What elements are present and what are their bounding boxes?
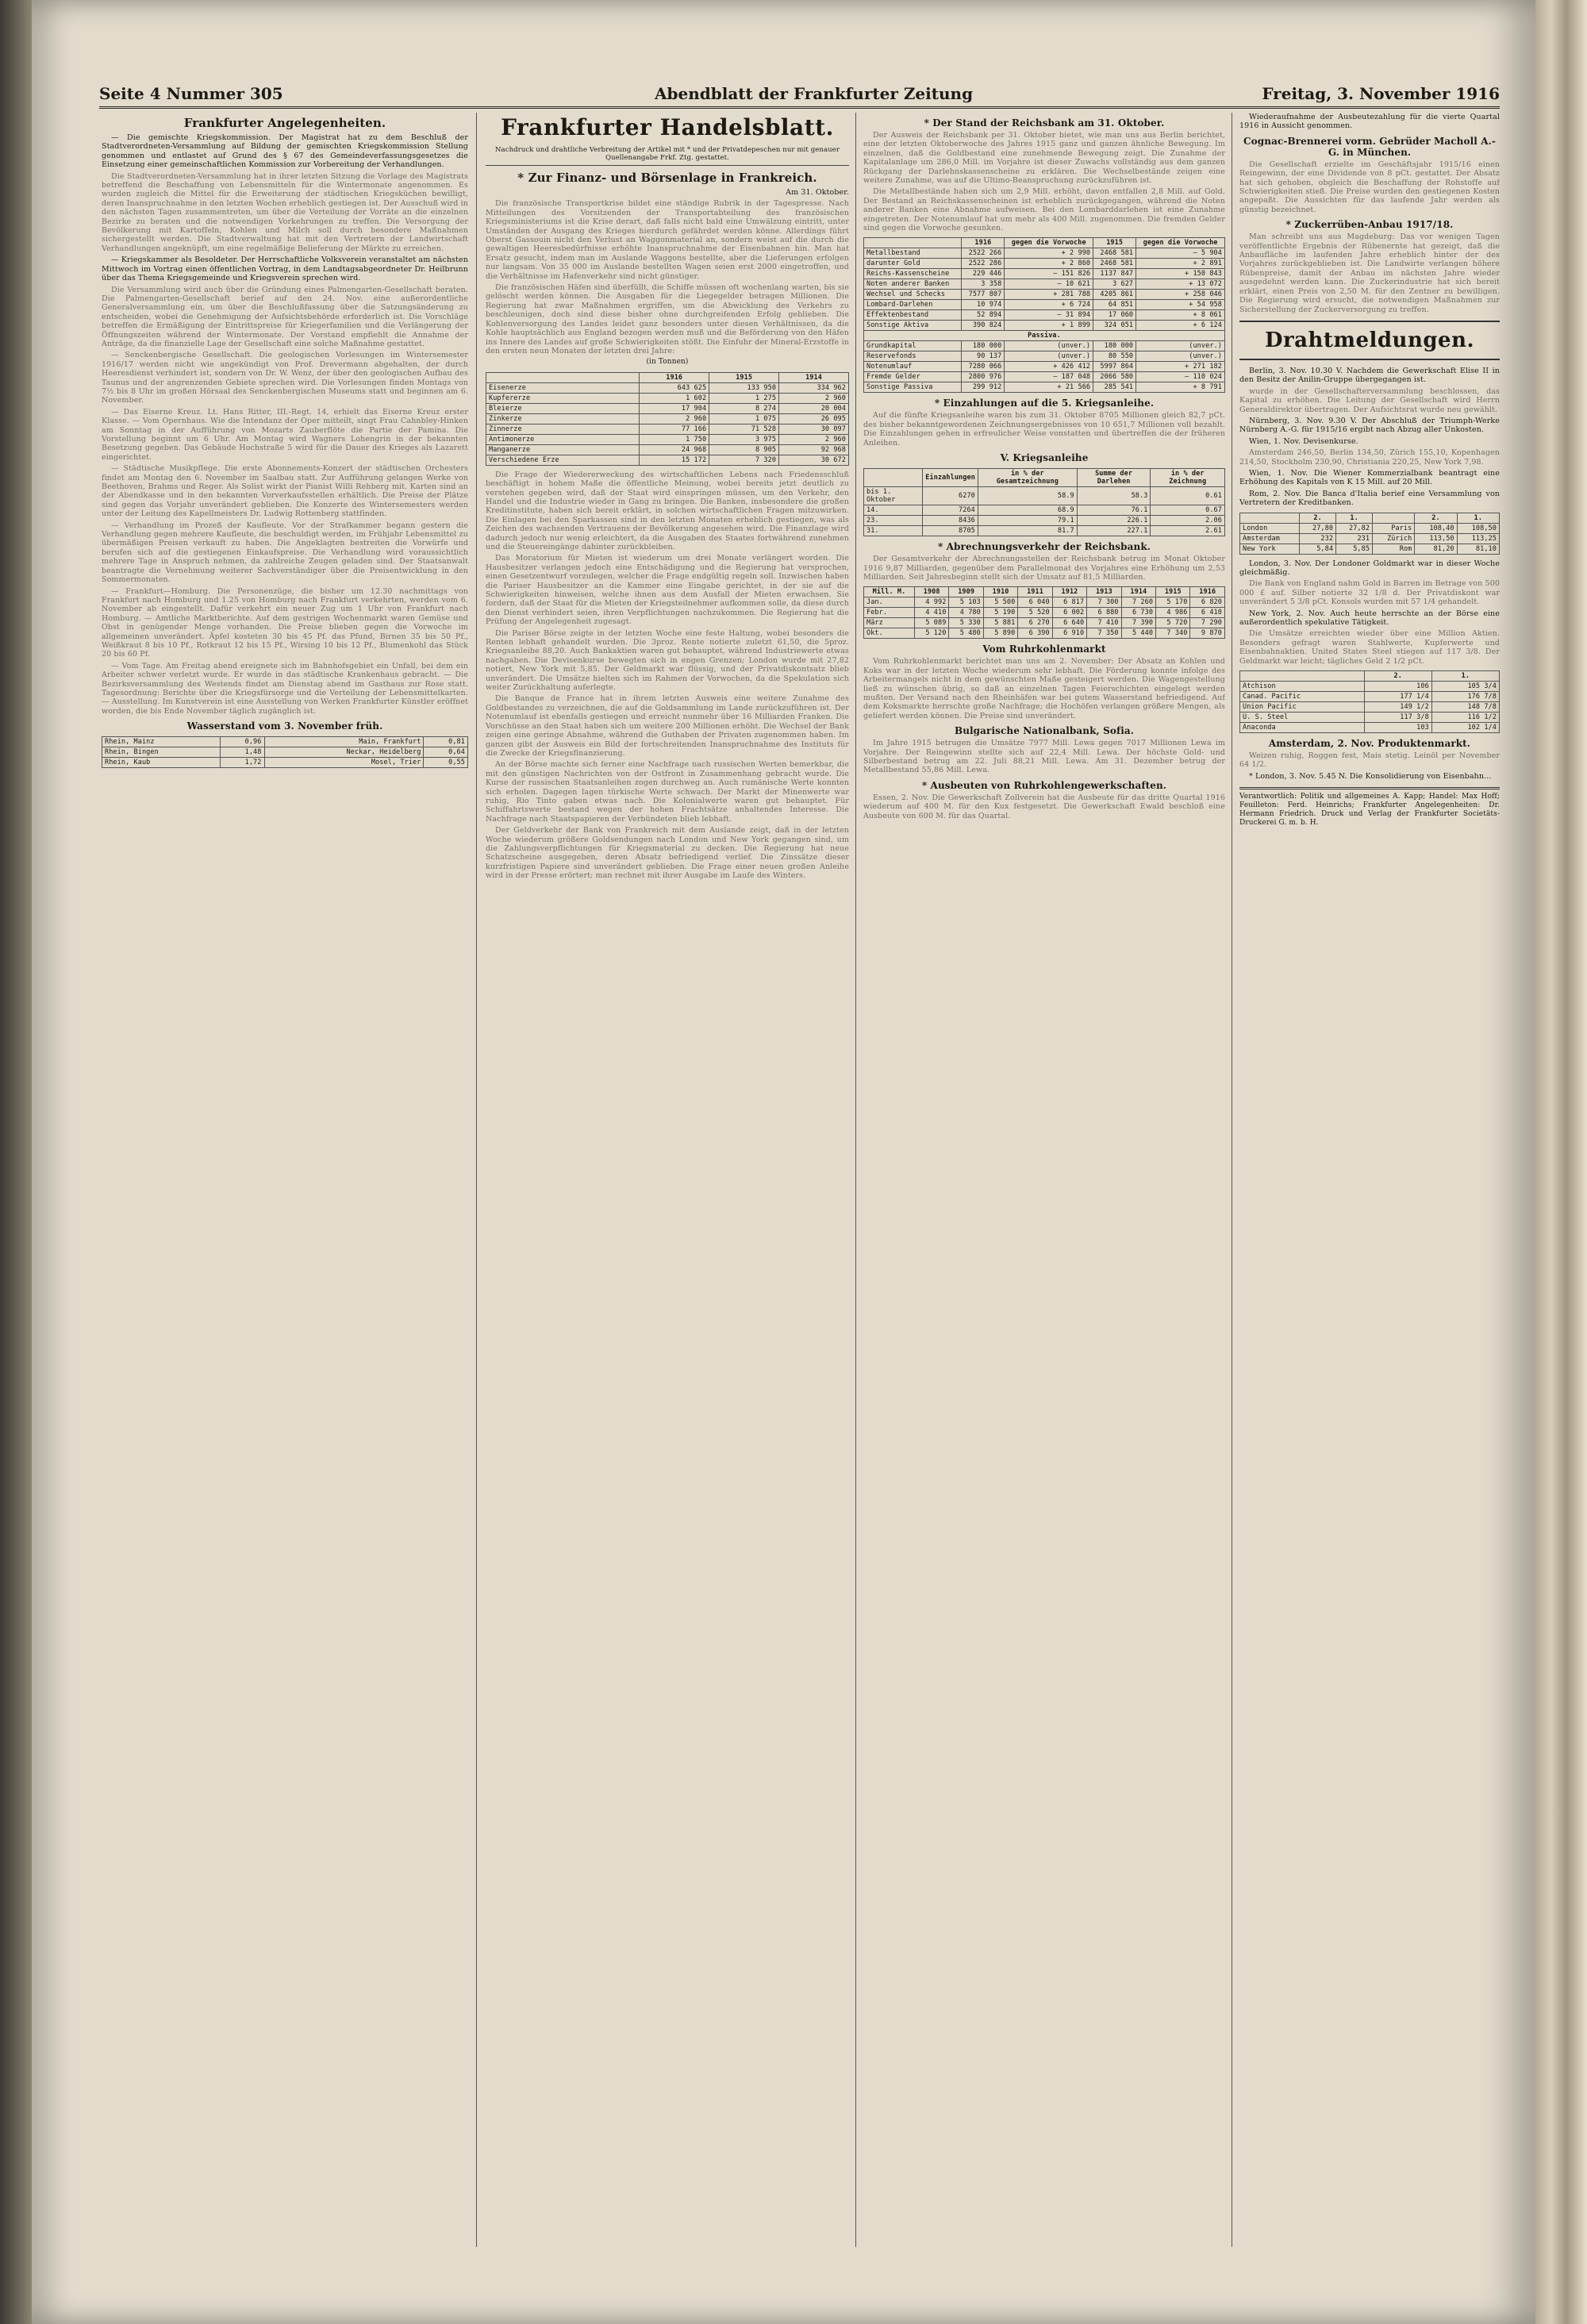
- column-frankfurter-angelegenheiten: [102, 113, 468, 2247]
- wasserstand-title: Wasserstand vom 3. November früh.: [186, 720, 383, 732]
- article-title: * Zuckerrüben-Anbau 1917/18.: [1285, 219, 1454, 231]
- header-date: Freitag, 3. November 1916: [1262, 84, 1500, 103]
- telegram-item: Wien, 1. Nov. Devisenkurse.: [1249, 436, 1358, 446]
- table-row: Antimonerze 1 750 3 975 2 960: [486, 434, 849, 444]
- article-paragraph: — Frankfurt—Homburg. Die Personenzüge, die bisher um 12.30 nachmittags von Frankfurt nach Homburg und 1.25 von Homburg nach Frankfurt verkehrten, werden vom 6. November ab eingestellt. Dafür verkehrt ein neuer Zug um 1 Uhr von Frankfurt nach Homburg. — Amtliche Marktberichte. Auf dem gestrigen Wochenmarkt waren Gemüse und Obst in genügender Menge vorhanden. Die Preise blieben gegen die Vorwoche im allgemeinen unverändert. Äpfel kosteten 30 bis 45 Pf. das Pfund, Birnen 35 bis 50 Pf., Weißkraut 8 bis 10 Pf., Rotkraut 12 bis 15 Pf., Wirsing 10 bis 12 Pf., Blumenkohl das Stück 20 bis 60 Pf.: [102, 586, 468, 659]
- telegram-item: Wien, 1. Nov. Die Wiener Kommerzialbank beantragt eine Erhöhung des Kapitals von K 15 Mill. auf 20 Mill.: [1239, 468, 1500, 487]
- article-title: * Abrechnungsverkehr der Reichsbank.: [937, 541, 1151, 553]
- table-header-cell: 1916: [640, 372, 709, 382]
- column-handelsblatt: [486, 113, 849, 2247]
- table-row: darunter Gold 2522 286 + 2 860 2468 581 + 2 891: [864, 259, 1225, 269]
- telegram-item: New York, 2. Nov. Auch heute herrschte an der Börse eine außerordentlich spekulative Tätigkeit.: [1239, 609, 1500, 628]
- article-paragraph: Das Moratorium für Mieten ist wiederum um drei Monate verlängert worden. Die Hausbesitzer verlangen jedoch eine Entschädigung und die Regierung hat versprochen, einen Gesetzentwurf vorzulegen, welcher die Frage endgültig regeln soll. Inzwischen haben die Pariser Hausbesitzer an die Kammer eine Eingabe gerichtet, in der sie auf die Schwierigkeiten hinweisen, welche ihnen aus dem Ausfall der Mieten erwachsen. Sie fordern, daß der Staat für die Mieten der Kriegsteilnehmer aufkommen solle, da diese durch den Dienst verhindert seien, ihren Verpflichtungen nachzukommen. Die Regierung hat die Prüfung der Angelegenheit zugesagt.: [486, 554, 849, 627]
- table-header-cell: 1914: [779, 372, 849, 382]
- article-paragraph: Die Pariser Börse zeigte in der letzten Woche eine feste Haltung, wobei besonders die Renten lebhaft gehandelt wurden. Die 3proz. Rente notierte zuletzt 61,50, die 5proz. Kriegsanleihe 88,20. Auch Bankaktien waren gut behauptet, während Industriewerte etwas nachgaben. Die Devisenkurse bewegten sich in engen Grenzen; London wurde mit 27,82 notiert, New York mit 5,85. Der Geldmarkt war flüssig, und der Privatdiskontsatz blieb unverändert. Die Umsätze hielten sich im Rahmen der Vorwochen, da die Spekulation sich weiter Zurückhaltung auferlegte.: [486, 628, 849, 693]
- book-binding: [0, 0, 32, 2324]
- article-paragraph: Die Metallbestände haben sich um 2,9 Mill. erhöht, davon entfallen 2,8 Mill. auf Gold. Der Bestand an Reichskassenscheinen ist erheblich zurückgegangen, während die Noten anderer Banken eine Abnahme aufweisen. Bei den Lombarddarlehen ist eine Zunahme eingetreten. Der Notenumlauf hat um mehr als 400 Mill. zugenommen. Die fremden Gelder sind gegen die Vorwoche gesunken.: [863, 187, 1225, 233]
- telegram-item: London, 3. Nov. Der Londoner Goldmarkt war in dieser Woche gleichmäßig.: [1239, 559, 1500, 577]
- article-paragraph: Der Ausweis der Reichsbank per 31. Oktober bietet, wie man uns aus Berlin berichtet, eine der letzten Oktoberwoche des Jahres 1915 ganz und ganzen ähnliche Bewegung. Im einzelnen, daß die Goldbestand eine zunehmende Bewegung zeigt. Die Zunahme der Kapitalanlage um 286,0 Mill. im Vorjahre ist dieser Zuwachs vollständig aus dem ganzen Rückgang der Darlehnskassenscheine zu erklären. Die Wechselbestände zeigen eine weitere Zunahme, was auf die Ultimo-Beanspruchung zurückzuführen ist.: [863, 131, 1225, 186]
- devisen-table: 2. 1. 2. 1. London 27,80 27,82 Paris 108,40 108,50 Amsterdam 232 231 Zürich 113,50 113,25 New York 5,84 5,85 Rom 81,20 81,10: [1239, 513, 1500, 555]
- article-title: Vom Ruhrkohlenmarkt: [982, 643, 1106, 655]
- article-paragraph: — Kriegskammer als Besoldeter. Der Herrschaftliche Volksverein veranstaltet am nächsten Mittwoch im Vortrag einen öffentlichen Vortrag, in dem Landtagsabgeordneter Dr. Heilbrunn über das Thema Kriegsgemeinde und Kriegsverein sprechen wird.: [102, 255, 468, 283]
- table-caption: (in Tonnen): [646, 358, 689, 367]
- article-title: * Der Stand der Reichsbank am 31. Oktober.: [924, 117, 1165, 129]
- table-row: Bleierze 17 904 8 274 20 004: [486, 403, 849, 413]
- table-row: Zinnerze 77 166 71 528 30 097: [486, 424, 849, 434]
- article-paragraph: wurde in der Gesellschafterversammlung beschlossen, das Kapital zu erhöhen. Die Leitung der Gesellschaft wird Herrn Generaldirektor übertragen. Der Aufsichtsrat wurde neu gewählt.: [1239, 386, 1500, 414]
- section-masthead: Frankfurter Handelsblatt.: [501, 114, 834, 140]
- article-paragraph: An der Börse machte sich ferner eine Nachfrage nach russischen Werten bemerkbar, die mit den günstigen Nachrichten von der Ostfront in Zusammenhang gebracht wurde. Die Kurse der russischen Staatsanleihen zogen durchweg an. Auch rumänische Werte konnten sich erholen. Dagegen lagen türkische Werte schwach. Der Markt der Minenwerte war ruhig, Rio Tinto gaben etwas nach. Die Kolonialwerte waren gut behauptet. Für Schiffahrtswerte bestand wegen der hohen Frachtsätze anhaltendes Interesse. Die Nachfrage nach Staatspapieren der Verbündeten blieb lebhaft.: [486, 760, 849, 824]
- table-header-cell: 1915: [709, 372, 779, 382]
- telegram-item: * London, 3. Nov. 5.45 N. Die Konsolidierung von Eisenbahn...: [1249, 771, 1492, 781]
- reprint-note: Nachdruck und drahtliche Verbreitung der Artikel mit * und der Privatdepeschen nur mit genauer Quellenangabe Frkf. Ztg. gestattet.: [486, 146, 849, 166]
- header-masthead: Abendblatt der Frankfurter Zeitung: [655, 84, 974, 103]
- article-paragraph: — Verhandlung im Prozeß der Kaufleute. Vor der Strafkammer begann gestern die Verhandlung gegen mehrere Kaufleute, die beschuldigt werden, im Frühjahr Lebensmittel zu übermäßigen Preisen verkauft zu haben. Die Angeklagten bestreiten die Vorwürfe und berufen sich auf die gestiegenen Einkaufspreise. Die Verhandlung wird voraussichtlich mehrere Tage in Anspruch nehmen, da zahlreiche Zeugen geladen sind. Der Staatsanwalt beantragte die Vernehmung weiterer Sachverständiger über die Preisentwicklung in den Sommermonaten.: [102, 520, 468, 585]
- article-paragraph: Amsterdam 246,50, Berlin 134,50, Zürich 155,10, Kopenhagen 214,50, Stockholm 230,90, Christiania 220,25, New York 7,98.: [1239, 448, 1500, 467]
- article-paragraph: Die Umsätze erreichten wieder über eine Million Aktien. Besonders gefragt waren Stahlwerte, Kupferwerte und Eisenbahnaktien. United States Steel stiegen auf 117 3/8. Der Geldmarkt war leicht; tägliches Geld 2 1/2 pCt.: [1239, 629, 1500, 666]
- column-drahtmeldungen: [1239, 113, 1500, 2247]
- article-paragraph: — Die gemischte Kriegskommission. Der Magistrat hat zu dem Beschluß der Stadtverordneten-Versammlung auf Bildung der gemischten Kriegskommission Stellung genommen und entlastet auf Grund des § 67 des Gemeindeverfassungsgesetzes die Einsetzung einer gemeinschaftlichen Kommission zur Vorbereitung der Verhandlungen.: [102, 133, 468, 170]
- table-row: Metallbestand 2522 266 + 2 990 2468 581 — 5 904: [864, 248, 1225, 259]
- article-paragraph: Die französischen Häfen sind überfüllt, die Schiffe müssen oft wochenlang warten, bis sie gelöscht werden können. Die Ausgaben für die Liegegelder betragen Millionen. Die Regierung hat zwar Maßnahmen ergriffen, um die Abwicklung des Verkehrs zu beschleunigen, doch sind diese bisher ohne durchgreifenden Erfolg geblieben. Die Kohlenversorgung des Landes leidet ganz besonders unter diesen Verhältnissen, da die Kohle hauptsächlich aus England bezogen werden muß und die Beförderung von den Häfen ins Innere des Landes auf große Schwierigkeiten stößt. Die Einfuhr der Mineral-Erzstoffe in den ersten neun Monaten der letzten drei Jahre:: [486, 283, 849, 355]
- reichsbank-table: 1916 gegen die Vorwoche 1915 gegen die Vorwoche Metallbestand 2522 266 + 2 990 2468 581 — 5 904 darunter Gold 2522 286 + 2 860 2468 581 + 2 891 Reichs-Kassenscheine 229 446 — 151 826 1137 847 + 150 843 Noten anderer Banken 3 358 — 10 621 3 627 + 13 072 Wechsel und Schecks 7577 807 + 281 788 4205 861 + 258 046 Lombard-Darlehen 10 974 + 6 724 64 851 + 54 958 Effektenbestand 52 894 — 31 894 17 060 + 8 061 Sonstige Aktiva 390 824 + 1 899 324 051 + 6 124 Passiva. Grundkapital 180 000 (unver.) 180 000 (unver.) Reservefonds 90 137 (unver.) 80 550 (unver.) Notenumlauf 7280 066 + 426 412 5997 864 + 271 182 Fremde Gelder 2800 976 — 187 048 2066 580 — 110 024 Sonstige Passiva 299 912 + 21 566 285 541 + 8 791: [863, 237, 1225, 393]
- article-title: * Zur Finanz- und Börsenlage in Frankreich.: [517, 171, 817, 185]
- article-title: * Ausbeuten von Ruhrkohlengewerkschaften.: [921, 779, 1167, 791]
- article-paragraph: Essen, 2. Nov. Die Gewerkschaft Zollverein hat die Ausbeute für das dritte Quartal 1916 wiederum auf 400 M. für den Kux festgesetzt. Die Gewerkschaft Ewald beschloß eine Ausbeute von 600 M. für das Quartal.: [863, 793, 1225, 820]
- table-row: Noten anderer Banken 3 358 — 10 621 3 627 + 13 072: [864, 279, 1225, 290]
- article-paragraph: Die Banque de France hat in ihrem letzten Ausweis eine weitere Zunahme des Goldbestandes zu verzeichnen, die auf die Goldsammlung im Lande zurückzuführen ist. Der Notenumlauf ist ebenfalls gestiegen und erreicht nunmehr über 16 Milliarden Franken. Die Vorschüsse an den Staat haben sich um weitere 200 Millionen erhöht. Die Wechsel der Bank zeigen eine geringe Abnahme, während die Guthaben der Privaten zugenommen haben. Im ganzen gibt der Ausweis ein Bild der fortschreitenden Inanspruchnahme des Instituts für die Zwecke der Kriegsfinanzierung.: [486, 694, 849, 758]
- column-rule: [855, 113, 856, 2247]
- table-row: Effektenbestand 52 894 — 31 894 17 060 + 8 061: [864, 310, 1225, 321]
- article-paragraph: Die Gesellschaft erzielte im Geschäftsjahr 1915/16 einen Reingewinn, der eine Dividende von 8 pCt. gestattet. Der Absatz hat sich gehoben, obgleich die Beschaffung der Rohstoffe auf Schwierigkeiten stieß. Die Preise wurden den gestiegenen Kosten angepaßt. Die Aussichten für das laufende Jahr werden als günstig bezeichnet.: [1239, 159, 1500, 214]
- article-paragraph: — Vom Tage. Am Freitag abend ereignete sich im Bahnhofsgebiet ein Unfall, bei dem ein Arbeiter schwer verletzt wurde. Er wurde in das städtische Krankenhaus gebracht. — Die Bezirksversammlung des Westends findet am Dienstag abend im Gasthaus zur Rose statt. Tagesordnung: Berichte über die Kriegsfürsorge und die Verteilung der Lebensmittelkarten. — Ausstellung. Im Kunstverein ist eine Ausstellung von Werken Frankfurter Künstler eröffnet worden, die bis Ende November täglich zugänglich ist.: [102, 661, 468, 716]
- article-paragraph: Die Stadtverordneten-Versammlung hat in ihrer letzten Sitzung die Vorlage des Magistrats betreffend die Beschaffung von Lebensmitteln für die Wintermonate angenommen. Es wurden zugleich die Mittel für die Erweiterung der städtischen Kriegsküchen bewilligt, deren Inanspruchnahme in den letzten Wochen erheblich gestiegen ist. Der Ausschuß wird in den nächsten Tagen zusammentreten, um über die Verteilung der Vorräte an die einzelnen Bezirke zu beraten und die notwendigen Vorkehrungen zu treffen. Die Versorgung der Bevölkerung mit Kartoffeln, Kohlen und Milch soll durch besondere Maßnahmen sichergestellt werden. Die Stadtverwaltung hat mit den Vertretern der Landwirtschaft Verhandlungen angeknüpft, um eine regelmäßige Belieferung der Märkte zu erreichen.: [102, 171, 468, 253]
- article-paragraph: Die französische Transportkrise bildet eine ständige Rubrik in der Tagespresse. Nach Mitteilungen des Vorsitzenden der Transportabteilung des französischen Kriegsministeriums ist die Krise derart, daß falls nicht bald eine Umwälzung eintritt, unter Umständen der Ausgang des Krieges hierdurch gefährdet werden könne. Allerdings führt Oberst Gassouin nicht den Verlust an Waggonmaterial an, sondern weist auf die durch die gewaltigen Heeresbedürfnisse erhöhte Inanspruchnahme der Eisenbahnen hin. Man hat Ersatz gesucht, indem man im Auslande Waggons bestellte, aber die Lieferungen erfolgen nur langsam. Von 35 000 im Auslande bestellten Wagen seien erst 2000 eingetroffen, und die Verhältnisse im Hafenverkehr sind nicht günstiger.: [486, 199, 849, 281]
- imprint: Verantwortlich: Politik und allgemeines A. Kapp; Handel: Max Hoff; Feuilleton: Ferd. Heinrichs; Frankfurter Angelegenheiten: Dr. Hermann Friedrich. Druck und Verlag der Frankfurter Societäts-Druckerei G. m. b. H.: [1239, 787, 1500, 828]
- header-page-number: Seite 4 Nummer 305: [99, 84, 283, 103]
- table-row: Eisenerze 643 625 133 950 334 962: [486, 382, 849, 393]
- telegram-item: Berlin, 3. Nov. 10.30 V. Nachdem die Gewerkschaft Elise II in den Besitz der Anilin-Gruppe übergegangen ist.: [1239, 366, 1500, 385]
- article-paragraph: Der Gesamtverkehr der Abrechnungsstellen der Reichsbank betrug im Monat Oktober 1916 9,87 Milliarden, gegenüber dem Parallelmonat des Vorjahres eine Erhöhung um 2,53 Milliarden. Seit Jahresbeginn stellt sich der Umsatz auf 81,5 Milliarden.: [863, 555, 1225, 582]
- table-row: Zinkerze 2 960 1 075 26 095: [486, 413, 849, 424]
- article-paragraph: — Städtische Musikpflege. Die erste Abonnements-Konzert der städtischen Orchesters findet am Montag den 6. November im Saalbau statt. Zur Aufführung gelangen Werke von Beethoven, Brahms und Reger. Als Solist wirkt der Pianist Willi Rehberg mit. Karten sind an der Abendkasse und in den bekannten Vorverkaufsstellen erhältlich. Die Preise der Plätze sind gegen das Vorjahr unverändert geblieben. Die Konzerte des Wintersemesters werden unter der Leitung des Kapellmeisters Dr. Ludwig Rottenberg stattfinden.: [102, 464, 468, 519]
- telegram-item: Rom, 2. Nov. Die Banca d'Italia berief eine Versammlung von Vertretern der Kreditbanken.: [1239, 489, 1500, 508]
- column-reichsbank: [863, 113, 1225, 2247]
- article-paragraph: Auf die fünfte Kriegsanleihe waren bis zum 31. Oktober 8705 Millionen gleich 82,7 pCt. des bisher bekanntgewordenen Zeichnungsergebnisses von 10 651,7 Millionen voll bezahlt. Die Einzahlungen gehen in erfreulicher Weise vonstatten und übertreffen die der früheren Anleihen.: [863, 411, 1225, 448]
- telegram-item: Nürnberg, 3. Nov. 9.30 V. Der Abschluß der Triumph-Werke Nürnberg A.-G. für 1915/16 ergibt nach Abzug aller Unkosten.: [1239, 416, 1500, 435]
- article-paragraph: Wiederaufnahme der Ausbeutezahlung für die vierte Quartal 1916 in Aussicht genommen.: [1239, 113, 1500, 131]
- article-paragraph: Vom Ruhrkohlenmarkt berichtet man uns am 2. November: Der Absatz an Kohlen und Koks war in der letzten Woche wiederum sehr lebhaft. Die Förderung konnte infolge des Arbeitermangels nicht in dem gewünschten Maße gesteigert werden. Die Wagengestellung ließ zu wünschen übrig, so daß an einzelnen Tagen Feierschichten eingelegt werden mußten. Der Versand nach den Rheinhäfen war bei gutem Wasserstand befriedigend. Auf dem Koksmarkte herrschte große Nachfrage; die Hochöfen verlangen größere Mengen, als geliefert werden können. Die Preise sind unverändert.: [863, 657, 1225, 720]
- wasserstand-table: Rhein, Mainz 0,96 Main, Frankfurt 0,81 Rhein, Bingen 1,48 Neckar, Heidelberg 0,64 Rhein, Kaub 1,72 Mosel, Trier 0,55: [102, 736, 468, 768]
- drahtmeldungen-box: [1239, 321, 1500, 360]
- article-paragraph: — Senckenbergische Gesellschaft. Die geologischen Vorlesungen im Wintersemester 1916/17 werden nicht wie angekündigt von Prof. Drevermann abgehalten, der durch Heeresdienst verhindert ist, sondern von Dr. W. Wenz, der über den geologischen Aufbau des Taunus und der angrenzenden Gebiete sprechen wird. Die Vorlesungen finden Montags von 7½ bis 8 Uhr im großen Hörsaal des Senckenbergischen Museums statt und beginnen am 6. November.: [102, 351, 468, 405]
- section-title: Frankfurter Angelegenheiten.: [183, 116, 386, 130]
- article-title: V. Kriegsanleihe: [1000, 452, 1089, 464]
- abrechnung-table: Mill. M. 1908 1909 1910 1911 1912 1913 1914 1915 1916 Jan. 4 992 5 103 5 500 6 040 6 817 7 300 7 260 5 170 6 820 Febr. 4 410 4 780 5 190 5 520 6 002 6 880 6 730 4 986 6 410 März 5 089 5 330 5 881 6 270 6 640 7 410 7 390 5 720 7 290 Okt. 5 120 5 480 5 890 6 390 6 910 7 350 5 440 7 340 9 870: [863, 586, 1225, 639]
- article-paragraph: Im Jahre 1915 betrugen die Umsätze 7977 Mill. Lewa gegen 7017 Millionen Lewa im Vorjahre. Der Reingewinn stellte sich auf 22,4 Mill. Lewa. Der höchste Gold- und Silberbestand betrug am 22. Juli 88,21 Mill. Lewa. Am 31. Dezember betrug der Metallbestand 55,86 Mill. Lewa.: [863, 739, 1225, 775]
- table-row: Sonstige Aktiva 390 824 + 1 899 324 051 + 6 124: [864, 321, 1225, 331]
- article-title: Bulgarische Nationalbank, Sofia.: [954, 725, 1135, 737]
- article-paragraph: Die Frage der Wiedererweckung des wirtschaftlichen Lebens nach Friedensschluß beschäftigt in hohem Maße die öffentliche Meinung, wobei bereits jetzt deutlich zu verstehen gegeben wird, daß der Staat wird einspringen müssen, um den Verkehr, den Handel und die Industrie wieder in Gang zu bringen. Die Banken, insbesondere die großen Kreditinstitute, haben sich bereit erklärt, in solchen wirtschaftlichen Fragen mitzuwirken. Die Einlagen bei den Sparkassen sind in den letzten Monaten erheblich gestiegen, was als Zeichen des wachsenden Vertrauens der Bevölkerung angesehen wird. Die Finanzlage wird dadurch jedoch nur wenig erleichtert, da die Ausgaben des Staates fortwährend zunehmen und die Steuereingänge dahinter zurückbleiben.: [486, 470, 849, 551]
- article-paragraph: Weizen ruhig, Roggen fest, Mais stetig. Leinöl per November 64 1/2.: [1239, 751, 1500, 770]
- table-row: Lombard-Darlehen 10 974 + 6 724 64 851 + 54 958: [864, 300, 1225, 310]
- article-title: Cognac-Brennerei vorm. Gebrüder Macholl A.-G. in München.: [1243, 135, 1496, 158]
- article-paragraph: — Das Eiserne Kreuz. Lt. Hans Ritter, III.-Regt. 14, erhielt das Eiserne Kreuz erster Klasse. — Vom Opernhaus. Wie die Intendanz der Oper mitteilt, singt Frau Cahnbley-Hinken am Sonntag in der Aufführung von Mozarts Zauberflöte die Partie der Pamina. Die Vorstellung beginnt um 6 Uhr. Am Montag wird Wagners Lohengrin in der bekannten Besetzung gegeben. Das Gebäude Hochstraße 5 wird für die Dauer des Krieges als Lazarett eingerichtet.: [102, 407, 468, 462]
- page-edges: [1535, 0, 1587, 2324]
- section-masthead: Drahtmeldungen.: [1264, 328, 1475, 352]
- column-rule: [476, 113, 477, 2247]
- page-header: [99, 79, 1500, 109]
- table-header-cell: [486, 372, 640, 382]
- article-title: Amsterdam, 2. Nov. Produktenmarkt.: [1268, 738, 1471, 750]
- kriegsanleihe-table: Einzahlungen in % der Gesamtzeichnung Summe der Darlehen in % der Zeichnung bis 1. Oktober 6270 58.9 58.3 0.61 14. 7264 68.9 76.1 0.67 23. 8436 79.1 226.1 2.06 31. 8705 81.7 227.1 2.61: [863, 468, 1225, 536]
- article-title: * Einzahlungen auf die 5. Kriegsanleihe.: [934, 398, 1155, 409]
- article-paragraph: Der Geldverkehr der Bank von Frankreich mit dem Auslande zeigt, daß in der letzten Woche wiederum größere Goldsendungen nach London und New York gegangen sind, um die Zahlungsverpflichtungen für Kriegsmaterial zu decken. Die Regierung hat neue Schatzscheine ausgegeben, deren Absatz befriedigend verlief. Die Zinssätze dieser kurzfristigen Papiere sind unverändert geblieben. Die Frage einer neuen großen Anleihe wird in der Presse erörtert; man rechnet mit ihrer Ausgabe im Laufe des Winters.: [486, 826, 849, 881]
- ore-import-table: [486, 372, 849, 466]
- article-paragraph: Die Bank von England nahm Gold in Barren im Betrage von 500 000 £ auf. Silber notierte 32 1/8 d. Der Privatdiskont war unverändert 5 3/8 pCt. Konsols wurden mit 57 1/4 gehandelt.: [1239, 579, 1500, 607]
- table-row: Kupfererze 1 602 1 275 2 960: [486, 393, 849, 403]
- table-row: Reichs-Kassenscheine 229 446 — 151 826 1137 847 + 150 843: [864, 269, 1225, 279]
- table-row: Manganerze 24 968 8 905 92 968: [486, 444, 849, 455]
- article-paragraph: Man schreibt uns aus Magdeburg: Das vor wenigen Tagen veröffentlichte Ergebnis der Rübenernte hat gezeigt, daß die Anbaufläche im laufenden Jahre erheblich hinter der des Vorjahres zurückgeblieben ist. Die Landwirte verlangen höhere Rübenpreise, damit der Anbau im nächsten Jahre wieder ausgedehnt werden kann. Die Zuckerindustrie hat sich bereit erklärt, einen Preis von 2,50 M. für den Zentner zu bewilligen. Die Regierung wird ersucht, die notwendigen Maßnahmen zur Sicherstellung der Zuckerversorgung zu treffen.: [1239, 232, 1500, 314]
- article-paragraph: Die Versammlung wird auch über die Gründung eines Palmengarten-Gesellschaft beraten. Die Palmengarten-Gesellschaft berief auf den 24. Nov. eine außerordentliche Generalversammlung ein, um über die Beschlußfassung über die Satzungsänderung zu entscheiden, wobei die Genehmigung der Aufsichtsbehörde erforderlich ist. Die Vorschläge betreffen die Ermäßigung der Eintrittspreise für Kriegerfamilien und die Verlängerung der Öffnungszeiten während der Wintermonate. Der Vorstand empfiehlt die Annahme der Anträge, da die finanzielle Lage der Gesellschaft eine solche Maßnahme gestattet.: [102, 285, 468, 348]
- newyork-table: 2. 1. Atchison 106 105 3/4 Canad. Pacific 177 1/4 176 7/8 Union Pacific 149 1/2 148 7/8 U. S. Steel 117 3/8 116 1/2 Anaconda 103 102 1/4: [1239, 670, 1500, 733]
- table-row: Verschiedene Erze 15 172 7 320 30 672: [486, 455, 849, 465]
- article-dateline: Am 31. Oktober.: [786, 188, 849, 197]
- table-row: Wechsel und Schecks 7577 807 + 281 788 4205 861 + 258 046: [864, 290, 1225, 300]
